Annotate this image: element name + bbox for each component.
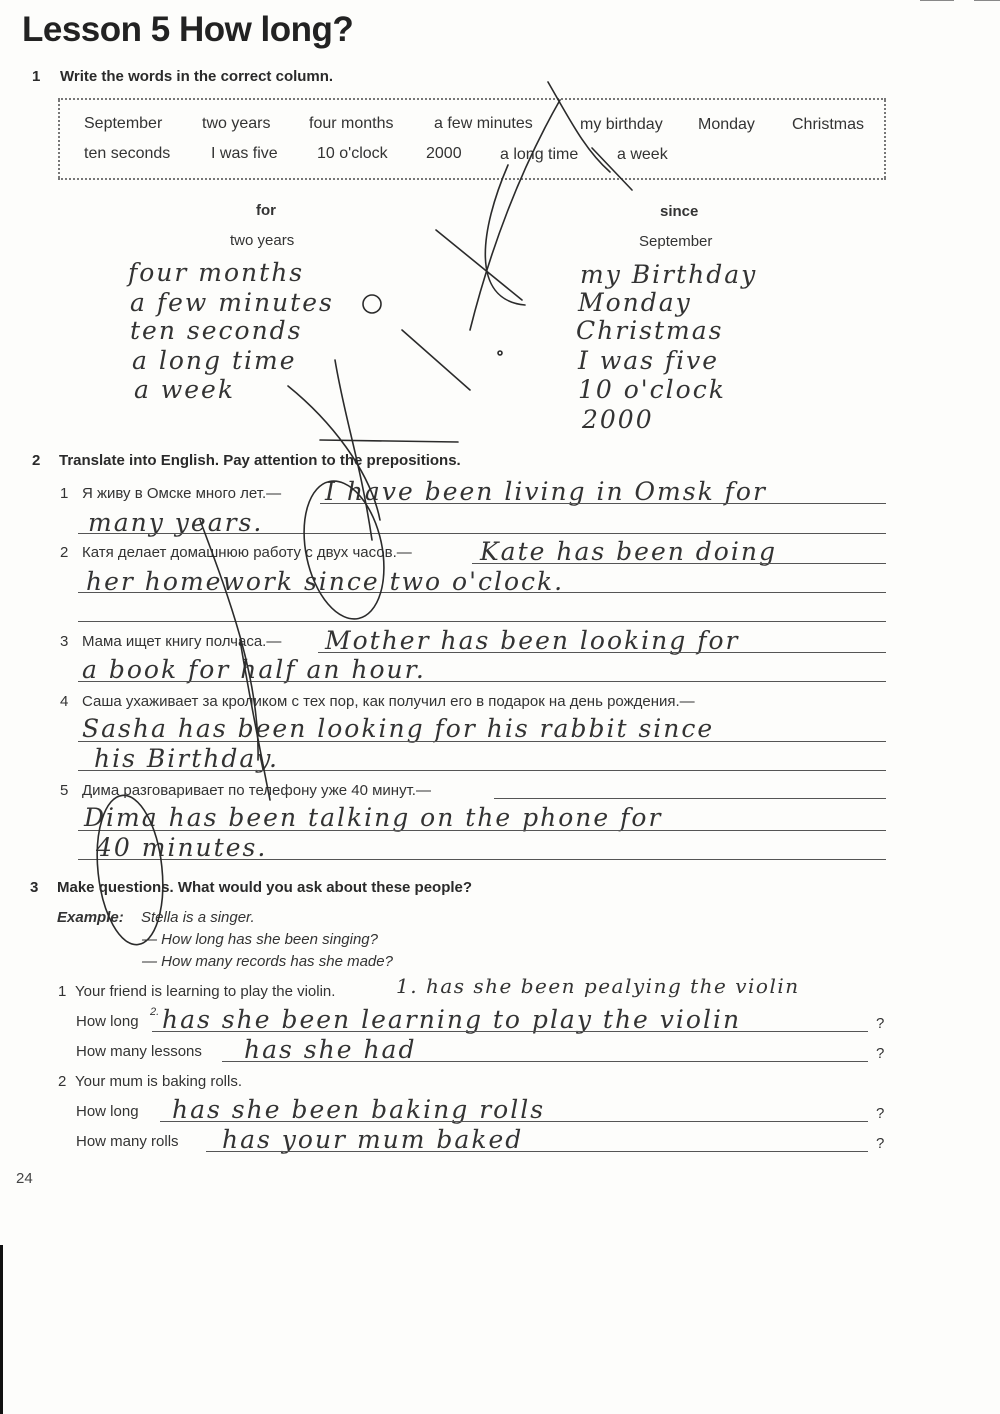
- item-number: 2: [60, 544, 69, 561]
- question-mark: ?: [876, 1105, 885, 1122]
- since-answer: my Birthday: [580, 260, 758, 289]
- example-question: — How long has she been singing?: [142, 931, 378, 948]
- scribble-stroke: [485, 165, 525, 305]
- word-box: [58, 98, 886, 180]
- item-number: 1: [58, 983, 67, 1000]
- exercise-2-number: 2: [32, 452, 41, 469]
- word-item: Monday: [698, 116, 755, 133]
- scribble-stroke: [320, 440, 458, 442]
- word-item: four months: [309, 115, 394, 132]
- since-column-example: September: [639, 233, 713, 250]
- exercise-3-number: 3: [30, 879, 39, 896]
- translation-answer: his Birthday.: [94, 744, 279, 773]
- exercise-1-number: 1: [32, 68, 41, 85]
- scribble-stroke: [335, 360, 372, 540]
- exercise-2-instruction: Translate into English. Pay attention to the prepositions.: [59, 452, 461, 469]
- translation-answer: her homework since two o'clock.: [86, 567, 565, 596]
- since-answer: 10 o'clock: [578, 375, 726, 404]
- word-item: two years: [202, 115, 271, 132]
- question-answer: has she been learning to play the violin: [162, 1005, 742, 1034]
- word-item: I was five: [211, 145, 278, 162]
- word-item: ten seconds: [84, 145, 171, 162]
- word-item: 2000: [426, 145, 462, 162]
- example-text: Stella is a singer.: [141, 909, 255, 926]
- since-answer: Monday: [578, 288, 692, 317]
- question-answer: has she had: [244, 1035, 417, 1064]
- for-answer: a long time: [132, 346, 297, 375]
- translation-answer: 40 minutes.: [96, 833, 268, 862]
- for-column-heading: for: [256, 202, 276, 219]
- situation-statement: Your friend is learning to play the violin.: [75, 983, 336, 1000]
- since-answer: Christmas: [576, 316, 724, 345]
- item-number: 1: [60, 485, 69, 502]
- exercise-3-instruction: Make questions. What would you ask about these people?: [57, 879, 473, 896]
- translation-prompt: Катя делает домашнюю работу с двух часов.—: [82, 544, 412, 561]
- scribble-stroke: [436, 230, 522, 300]
- translation-answer: Dima has been talking on the phone for: [84, 803, 663, 832]
- for-column-example: two years: [230, 232, 295, 249]
- since-column-heading: since: [660, 203, 699, 220]
- question-prompt: How long: [76, 1103, 139, 1120]
- since-answer: I was five: [578, 346, 720, 375]
- translation-answer: Sasha has been looking for his rabbit since: [82, 714, 715, 743]
- translation-prompt: Мама ищет книгу полчаса.—: [82, 633, 282, 650]
- scan-edge-line: [0, 1245, 3, 1414]
- translation-answer: many years.: [88, 508, 264, 537]
- item-number: 4: [60, 693, 69, 710]
- scribble-stroke: [402, 330, 470, 390]
- for-answer: a few minutes: [130, 288, 334, 317]
- translation-answer: Kate has been doing: [480, 537, 777, 566]
- word-item: a long time: [500, 146, 579, 163]
- scribble-stroke: [498, 351, 502, 355]
- translation-prompt: Саша ухаживает за кроликом с тех пор, как получил его в подарок на день рождения.—: [82, 693, 695, 710]
- item-number: 5: [60, 782, 69, 799]
- example-question: — How many records has she made?: [142, 953, 393, 970]
- for-answer: ten seconds: [130, 316, 303, 345]
- translation-answer: Mother has been looking for: [325, 626, 740, 655]
- word-item: a few minutes: [434, 115, 533, 132]
- page-number: 24: [16, 1170, 33, 1187]
- question-answer: has she been baking rolls: [172, 1095, 546, 1124]
- question-prompt: How many rolls: [76, 1133, 179, 1150]
- for-answer: a week: [134, 375, 235, 404]
- question-mark: ?: [876, 1045, 885, 1062]
- word-item: my birthday: [580, 116, 663, 133]
- question-prompt: How many lessons: [76, 1043, 202, 1060]
- margin-answer: 1. has she been pealying the violin: [396, 974, 800, 998]
- page-title: Lesson 5 How long?: [22, 10, 354, 49]
- word-item: September: [84, 115, 163, 132]
- translation-prompt: Я живу в Омске много лет.—: [82, 485, 282, 502]
- question-mark: ?: [876, 1015, 885, 1032]
- question-answer: has your mum baked: [222, 1125, 524, 1154]
- question-mark: ?: [876, 1135, 885, 1152]
- word-item: 10 o'clock: [317, 145, 388, 162]
- word-item: a week: [617, 146, 668, 163]
- since-answer: 2000: [582, 405, 654, 434]
- translation-answer: I have been living in Omsk for: [325, 477, 767, 506]
- example-label: Example:: [57, 909, 124, 926]
- translation-answer: a book for half an hour.: [82, 655, 426, 684]
- translation-prompt: Дима разговаривает по телефону уже 40 минут.—: [82, 782, 431, 799]
- word-item: Christmas: [792, 116, 865, 133]
- answer-marker: 2.: [150, 1006, 160, 1018]
- item-number: 2: [58, 1073, 67, 1090]
- question-prompt: How long: [76, 1013, 139, 1030]
- situation-statement: Your mum is baking rolls.: [75, 1073, 243, 1090]
- scribble-stroke: [363, 295, 381, 313]
- item-number: 3: [60, 633, 69, 650]
- for-answer: four months: [128, 258, 305, 287]
- exercise-1-instruction: Write the words in the correct column.: [60, 68, 334, 85]
